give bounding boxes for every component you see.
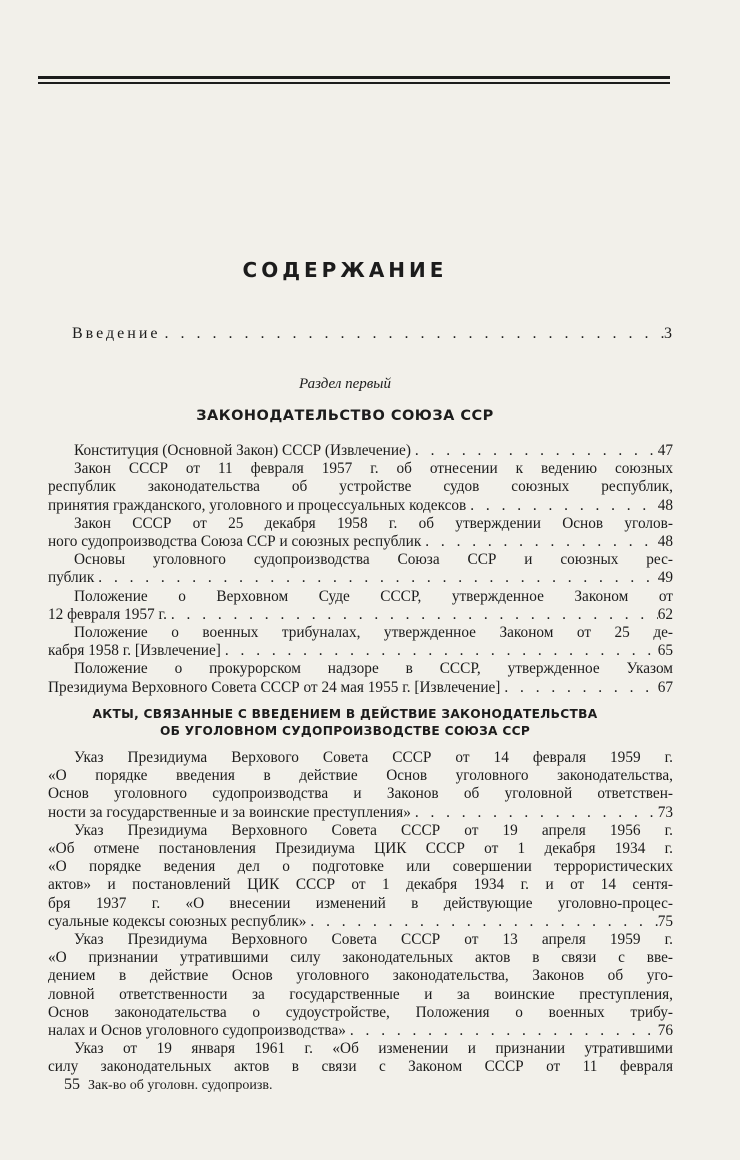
toc-entry-line: «О порядке ведения дел о подготовке или совершении террористических	[48, 858, 673, 876]
toc-entry-text: налах и Основ уголовного судопроизводства»	[48, 1022, 346, 1040]
toc-entry-line: Основ законодательства о судоустройстве, Положения о военных трибу-	[48, 1003, 673, 1021]
toc-entry-page: 47	[657, 442, 673, 459]
toc-entry-text: публик	[48, 569, 95, 587]
toc-entry-line: силу законодательных актов в связи с Законом СССР от 11 февраля	[48, 1058, 673, 1076]
leader-dots	[411, 804, 658, 822]
section2-title-line2: ОБ УГОЛОВНОМ СУДОПРОИЗВОДСТВЕ СОЮЗА ССР	[159, 724, 531, 738]
toc-entry-line: Основы уголовного судопроизводства Союза ССР и союзных рес-	[74, 551, 673, 569]
toc-entry-line: бря 1937 г. «О внесении изменений в действующие уголовно-процес-	[48, 894, 673, 912]
footer	[64, 1076, 273, 1094]
toc-entry[interactable]	[48, 931, 673, 1040]
leader-dots	[346, 1022, 658, 1040]
section1-subtitle: Раздел первый	[299, 376, 391, 392]
toc-entry-page: 62	[657, 605, 673, 623]
toc-entry-last-line	[48, 804, 673, 822]
top-rule-thick	[38, 76, 670, 79]
leader-dots	[161, 325, 665, 343]
toc-entry-last-line	[48, 497, 673, 515]
toc-entry-line: «Об отмене постановления Президиума ЦИК СССР от 1 декабря 1934 г.	[48, 840, 673, 858]
toc-entry-page: 48	[657, 533, 673, 551]
toc-entry-line: Указ Президиума Верховного Совета СССР от 19 апреля 1956 г.	[74, 821, 673, 839]
section2-title-line1: АКТЫ, СВЯЗАННЫЕ С ВВЕДЕНИЕМ В ДЕЙСТВИЕ ЗАКОНОДАТЕЛЬСТВА	[92, 707, 598, 721]
toc-entry-text: ного судопроизводства Союза ССР и союзных республик	[48, 533, 422, 551]
toc-entry-line: Положение о военных трибуналах, утвержденное Законом от 25 де-	[74, 624, 673, 642]
section1-title: ЗАКОНОДАТЕЛЬСТВО СОЮЗА ССР	[196, 408, 494, 424]
toc-entry-page: 65	[657, 642, 673, 660]
toc-entry-last-line	[48, 642, 673, 660]
toc-entry-text: кабря 1958 г. [Извлечение]	[48, 642, 221, 660]
toc-entry-line: «О признании утратившими силу законодательных актов в связи с вве-	[48, 949, 673, 967]
toc-entry-line: Указ Президиума Верховного Совета СССР от 13 апреля 1959 г.	[74, 931, 673, 949]
toc-entry-page: 75	[657, 912, 673, 930]
toc-entry-last-line	[48, 606, 673, 624]
toc-entry[interactable]	[48, 588, 673, 624]
toc-entry-page: 73	[657, 803, 673, 821]
leader-dots	[306, 913, 657, 931]
toc-entry-page: 67	[657, 678, 673, 696]
top-rule-thin	[38, 82, 670, 84]
toc-entry-page: 49	[657, 569, 673, 587]
toc-entry-text: ности за государственные и за воинские преступления»	[48, 803, 411, 821]
toc-entry[interactable]	[48, 515, 673, 551]
toc-entry[interactable]	[48, 749, 673, 822]
toc-entry-line: Закон СССР от 11 февраля 1957 г. об отнесении к ведению союзных	[74, 460, 673, 478]
leader-dots	[500, 679, 657, 697]
toc-entry-text: 12 февраля 1957 г.	[48, 605, 167, 623]
toc-entry-text: принятия гражданского, уголовного и процессуальных кодексов	[48, 496, 467, 514]
toc-entry-text: Конституция (Основной Закон) СССР (Извлечение)	[74, 442, 411, 459]
leader-dots	[94, 569, 657, 587]
toc-entry[interactable]	[48, 822, 673, 931]
toc-entry-line: Положение о Верховном Суде СССР, утвержденное Законом от	[74, 587, 673, 605]
toc-entry-last-line	[48, 1022, 673, 1040]
toc-entry-page: 76	[657, 1022, 673, 1040]
toc-entry[interactable]	[48, 624, 673, 660]
toc-entry[interactable]	[48, 460, 673, 515]
footer-text: Зак-во об уголовн. судопроизв.	[88, 1078, 273, 1093]
toc-entry[interactable]	[48, 551, 673, 587]
section1-toc	[48, 442, 673, 697]
toc-entry[interactable]	[48, 442, 673, 460]
intro-page: 3	[664, 325, 672, 342]
toc-entry-line: дением в действие Основ уголовного законодательства, Законов об уго-	[48, 967, 673, 985]
toc-entry-last-line	[48, 442, 673, 460]
toc-entry-last-line	[48, 533, 673, 551]
toc-entry-text: Президиума Верховного Совета СССР от 24 мая 1955 г. [Извлечение]	[48, 678, 501, 696]
toc-entry-line: «О порядке введения в действие Основ уголовного законодательства,	[48, 767, 673, 785]
leader-dots	[411, 442, 658, 460]
toc-entry-last-line	[48, 569, 673, 587]
toc-entry-line: ловной ответственности за государственные и за воинские преступления,	[48, 985, 673, 1003]
leader-dots	[221, 642, 658, 660]
toc-entry-last-line	[48, 913, 673, 931]
section2-toc	[48, 749, 673, 1077]
toc-entry-line: актов» и постановлений ЦИК СССР от 1 декабря 1934 г. и от 14 сентя-	[48, 876, 673, 894]
toc-entry-text: суальные кодексы союзных республик»	[48, 912, 307, 930]
toc-entry[interactable]	[48, 1040, 673, 1076]
toc-entry-line: Основ уголовного судопроизводства и Законов об уголовной ответствен-	[48, 785, 673, 803]
toc-intro[interactable]	[72, 325, 672, 343]
leader-dots	[421, 533, 657, 551]
page-title: СОДЕРЖАНИЕ	[242, 258, 448, 282]
leader-dots	[466, 497, 657, 515]
toc-entry-line: Закон СССР от 25 декабря 1958 г. об утверждении Основ уголов-	[74, 514, 673, 532]
toc-entry[interactable]	[48, 660, 673, 696]
toc-entry-page: 48	[657, 496, 673, 514]
toc-entry-line: Указ Президиума Верхового Совета СССР от 14 февраля 1959 г.	[74, 749, 673, 766]
intro-label: Введение	[72, 325, 161, 342]
toc-entry-line: Указ от 19 января 1961 г. «Об изменении и признании утратившими	[74, 1040, 673, 1058]
signature-mark: 55	[64, 1076, 80, 1093]
toc-entry-last-line	[48, 679, 673, 697]
section2-title	[0, 706, 690, 740]
leader-dots	[167, 606, 658, 624]
toc-entry-line: республик законодательства об устройстве судов союзных республик,	[48, 478, 673, 496]
toc-entry-line: Положение о прокурорском надзоре в СССР, утвержденное Указом	[74, 660, 673, 678]
